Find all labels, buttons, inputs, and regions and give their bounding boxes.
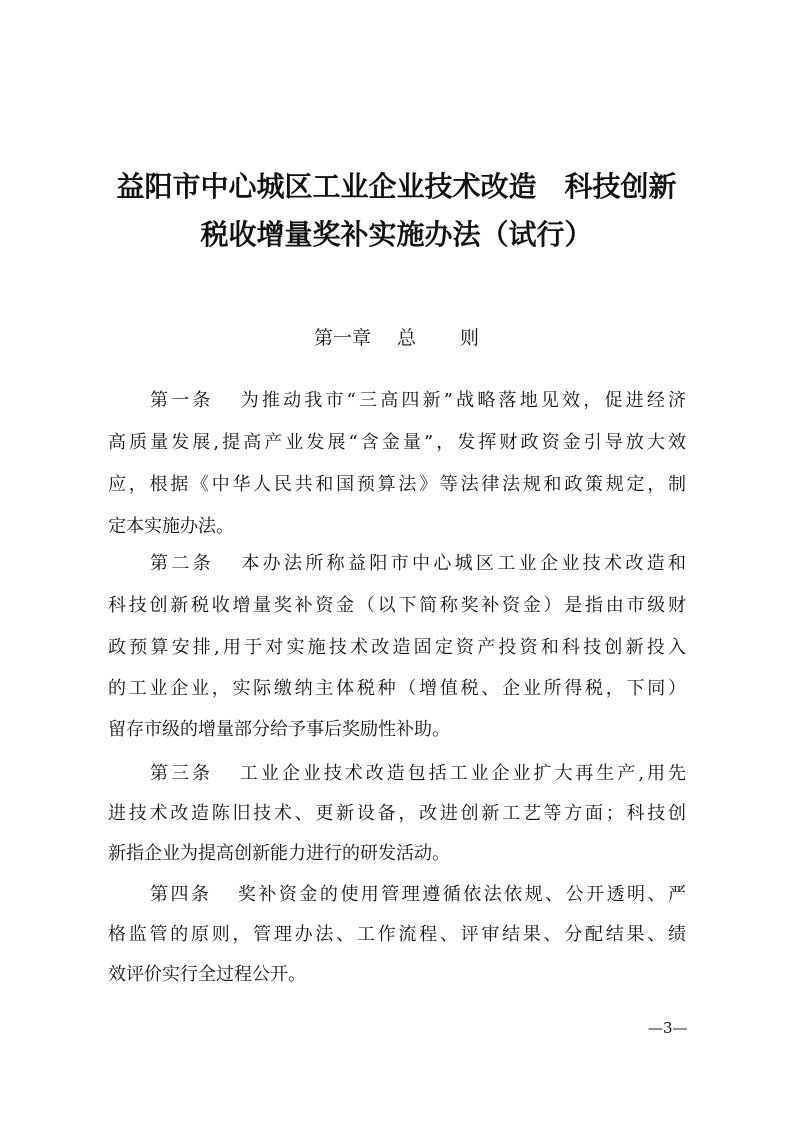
page-number: —3— (648, 1019, 688, 1037)
article-text: 工业企业技术改造包括工业企业扩大再生产,用先 (236, 763, 686, 784)
article-3-line-3: 新指企业为提高创新能力进行的研发活动。 (108, 843, 450, 864)
article-4-line-2: 格监管的原则，管理办法、工作流程、评审结果、分配结果、绩 (108, 924, 686, 945)
article-4-line-1 (150, 883, 686, 907)
article-3-line-2: 进技术改造陈旧技术、更新设备，改进创新工艺等方面；科技创 (108, 803, 686, 824)
article-2-line-5: 留存市级的增量部分给予事后奖励性补助。 (108, 719, 450, 740)
chapter-name-part-b: 则 (460, 327, 480, 349)
article-2-line-4: 的工业企业，实际缴纳主体税种（增值税、企业所得税，下同） (108, 678, 686, 699)
article-3-label: 第三条 (150, 763, 213, 784)
chapter-name-part-a: 总 (396, 327, 416, 349)
article-4-label: 第四条 (150, 884, 212, 905)
article-2-line-2: 科技创新税收增量奖补资金（以下简称奖补资金）是指由市级财 (108, 595, 686, 616)
title-line-1 (0, 170, 793, 204)
article-2-label: 第二条 (150, 553, 214, 574)
article-1-line-3: 应，根据《中华人民共和国预算法》等法律法规和政策规定，制 (108, 474, 686, 495)
article-1-line-2: 高质量发展,提高产业发展“含金量”，发挥财政资金引导放大效 (108, 432, 686, 453)
article-3-line-1 (150, 762, 686, 786)
chapter-number: 第一章 (313, 327, 371, 349)
article-text: 奖补资金的使用管理遵循依法依规、公开透明、严 (235, 884, 687, 905)
title-line-1-part-b: 科技创新 (564, 170, 677, 203)
article-2-line-3: 政预算安排,用于对实施技术改造固定资产投资和科技创新投入 (108, 637, 686, 658)
title-line-1-part-a: 益阳市中心城区工业企业技术改造 (116, 170, 537, 203)
chapter-heading (0, 326, 793, 350)
article-1-label: 第一条 (150, 390, 214, 411)
article-1-line-1 (150, 389, 686, 413)
article-2-line-1 (150, 552, 686, 576)
article-text: 本办法所称益阳市中心城区工业企业技术改造和 (238, 553, 686, 574)
article-text: 为推动我市“三高四新”战略落地见效，促进经济 (237, 390, 687, 411)
title-line-2: 税收增量奖补实施办法（试行） (200, 218, 593, 251)
article-1-line-4: 定本实施办法。 (108, 516, 234, 537)
article-4-line-3: 效评价实行全过程公开。 (108, 964, 306, 985)
